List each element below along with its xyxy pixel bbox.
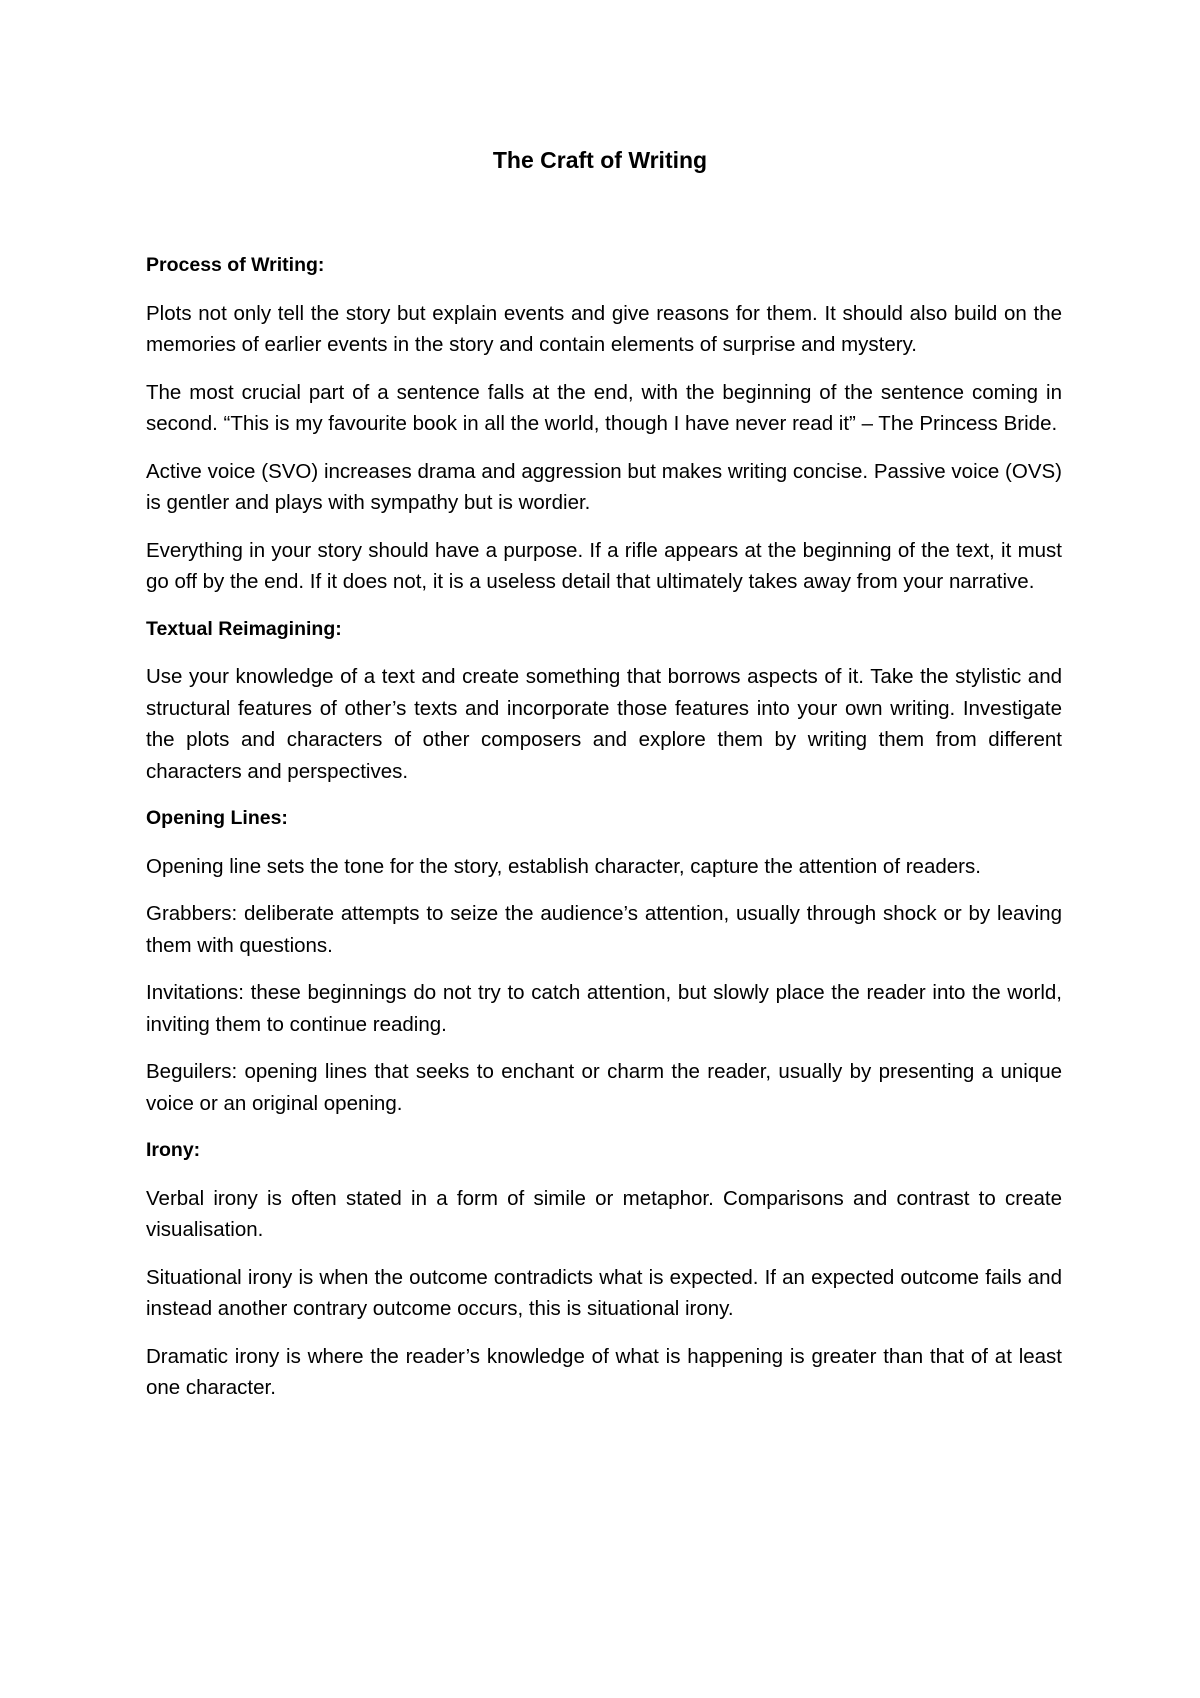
document-title: The Craft of Writing bbox=[492, 147, 708, 173]
section-opening-lines bbox=[146, 803, 1062, 1119]
paragraph-grabbers: Grabbers: deliberate attempts to seize the audience’s attention, usually through shock or by leaving them with questions. bbox=[146, 902, 1062, 957]
paragraph-dramatic-irony: Dramatic irony is where the reader’s knowledge of what is happening is greater than that of at least one character. bbox=[146, 1344, 1062, 1399]
paragraph-verbal-irony: Verbal irony is often stated in a form of simile or metaphor. Comparisons and contrast to create visualisation. bbox=[146, 1186, 1062, 1241]
paragraph-invitations: Invitations: these beginnings do not try to catch attention, but slowly place the reader into the world, inviting them to continue reading. bbox=[146, 981, 1062, 1036]
section-heading-process: Process of Writing: bbox=[146, 254, 325, 276]
paragraph-situational-irony: Situational irony is when the outcome contradicts what is expected. If an expected outcome fails and instead another contrary outcome occurs, this is situational irony. bbox=[146, 1265, 1062, 1320]
section-irony bbox=[146, 1135, 1062, 1404]
paragraph-purpose: Everything in your story should have a purpose. If a rifle appears at the beginning of the text, it must go off by the end. If it does not, it is a useless detail that ultimately takes away from your narrative. bbox=[146, 538, 1062, 593]
section-heading-reimagining: Textual Reimagining: bbox=[146, 617, 342, 640]
section-heading-irony: Irony: bbox=[146, 1139, 201, 1161]
section-textual-reimagining bbox=[146, 614, 1062, 788]
document-body bbox=[146, 250, 1062, 1420]
paragraph-active-voice: Active voice (SVO) increases drama and aggression but makes writing concise. Passive voice (OVS) is gentler and plays with sympathy but is wordier. bbox=[146, 459, 1062, 514]
paragraph-plots: Plots not only tell the story but explain events and give reasons for them. It should also build on the memories of earlier events in the story and contain elements of surprise and mystery. bbox=[146, 301, 1062, 356]
paragraph-beguilers: Beguilers: opening lines that seeks to enchant or charm the reader, usually by presenting a unique voice or an original opening. bbox=[146, 1060, 1062, 1115]
paragraph-sentence-end: The most crucial part of a sentence falls at the end, with the beginning of the sentence coming in second. “This is my favourite book in all the world, though I have never read it” – The Princess Bride. bbox=[146, 380, 1062, 435]
paragraph-reimagining: Use your knowledge of a text and create something that borrows aspects of it. Take the stylistic and structural features of other’s texts and incorporate those features into your own writing. Investigate the plots and characters of other composers and explore them by writing them from different characters and perspectives. bbox=[146, 665, 1062, 783]
section-heading-opening: Opening Lines: bbox=[146, 807, 288, 829]
paragraph-opening-line: Opening line sets the tone for the story, establish character, capture the attention of readers. bbox=[146, 854, 981, 878]
section-process-of-writing bbox=[146, 250, 1062, 598]
